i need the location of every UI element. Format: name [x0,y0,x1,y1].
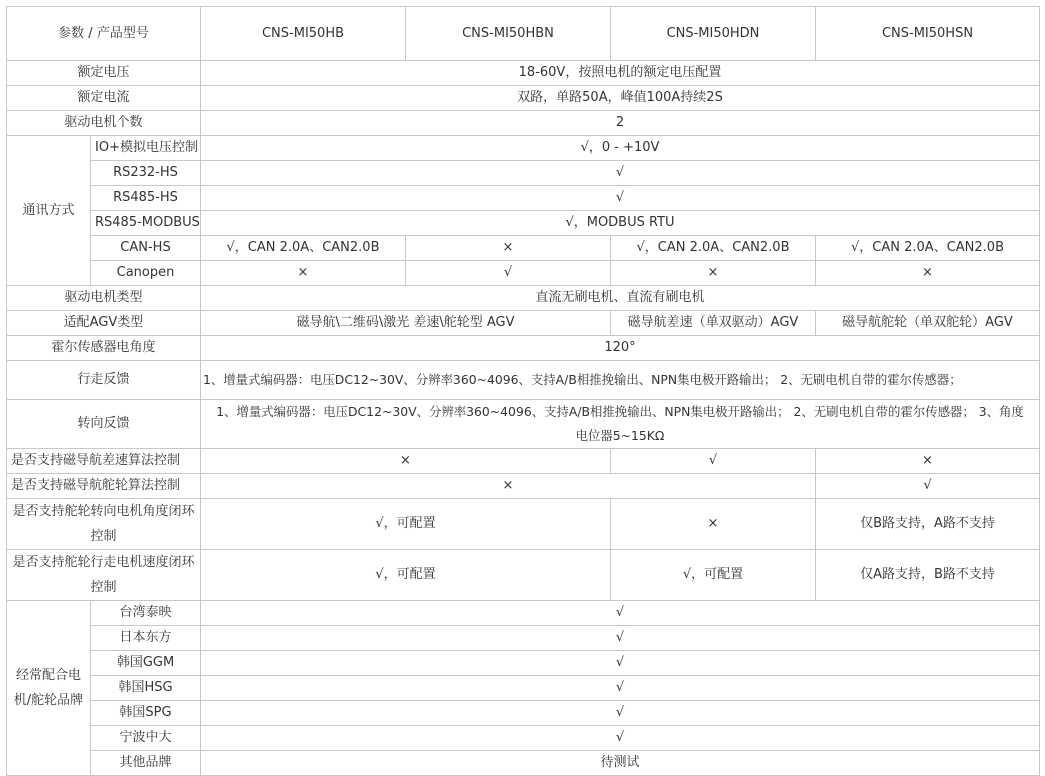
cell-value: × [816,449,1040,474]
sub-label: 宁波中大 [91,726,201,751]
row-value: 120° [201,336,1040,361]
table-row [7,286,1040,311]
row-label: 是否支持磁导航舵轮算法控制 [7,474,201,499]
table-row [7,86,1040,111]
cell-value: × [611,261,816,286]
sub-label: RS485-HS [91,186,201,211]
row-value: √ [201,186,1040,211]
cell-value: √，CAN 2.0A、CAN2.0B [816,236,1040,261]
row-value: √，MODBUS RTU [201,211,1040,236]
cell-value: × [611,499,816,550]
cell-value: × [406,236,611,261]
cell-value: × [201,474,816,499]
row-label: 是否支持舵轮转向电机角度闭环控制 [7,499,201,550]
row-value: 双路，单路50A，峰值100A持续2S [201,86,1040,111]
row-label: 行走反馈 [7,361,201,400]
table-row [7,550,1040,601]
cell-value: √ [406,261,611,286]
cell-value: √ [611,449,816,474]
sub-label: IO+模拟电压控制 [91,136,201,161]
row-value: √ [201,701,1040,726]
cell-value: × [201,261,406,286]
table-row [7,236,1040,261]
cell-value: √，CAN 2.0A、CAN2.0B [201,236,406,261]
sub-label: 台湾泰映 [91,601,201,626]
cell-value: 磁导航差速（单双驱动）AGV [611,311,816,336]
table-row [7,474,1040,499]
cell-value: √，CAN 2.0A、CAN2.0B [611,236,816,261]
group-label: 经常配合电机/舵轮品牌 [7,601,91,776]
header-model-4: CNS-MI50HSN [816,7,1040,61]
row-label: 转向反馈 [7,400,201,449]
row-label: 适配AGV类型 [7,311,201,336]
spec-table [6,6,1040,776]
row-value: 待测试 [201,751,1040,776]
sub-label: Canopen [91,261,201,286]
table-row [7,211,1040,236]
row-value: √ [201,651,1040,676]
row-value: √ [201,676,1040,701]
sub-label: 日本东方 [91,626,201,651]
cell-value: 仅B路支持，A路不支持 [816,499,1040,550]
cell-value: 磁导航舵轮（单双舵轮）AGV [816,311,1040,336]
row-value: 1、增量式编码器：电压DC12~30V、分辨率360~4096、支持A/B相推挽输出、NPN集电极开路输出； 2、无刷电机自带的霍尔传感器； [201,361,1040,400]
sub-label: RS485-MODBUS [91,211,201,236]
row-label: 是否支持舵轮行走电机速度闭环控制 [7,550,201,601]
row-value: √ [201,726,1040,751]
cell-value: × [201,449,611,474]
row-label: 霍尔传感器电角度 [7,336,201,361]
row-value: √ [201,601,1040,626]
table-row [7,499,1040,550]
header-model-3: CNS-MI50HDN [611,7,816,61]
table-row [7,311,1040,336]
table-row [7,136,1040,161]
row-value: 18-60V，按照电机的额定电压配置 [201,61,1040,86]
table-row [7,701,1040,726]
sub-label: 韩国HSG [91,676,201,701]
row-value: √，0 - +10V [201,136,1040,161]
group-label: 通讯方式 [7,136,91,286]
row-label: 额定电流 [7,86,201,111]
header-row [7,7,1040,61]
sub-label: 韩国SPG [91,701,201,726]
sub-label: RS232-HS [91,161,201,186]
header-model-1: CNS-MI50HB [201,7,406,61]
table-row [7,726,1040,751]
sub-label: 其他品牌 [91,751,201,776]
table-row [7,161,1040,186]
table-row [7,261,1040,286]
cell-value: √，可配置 [611,550,816,601]
cell-value: 仅A路支持，B路不支持 [816,550,1040,601]
row-value: √ [201,626,1040,651]
row-label: 驱动电机类型 [7,286,201,311]
table-row [7,361,1040,400]
sub-label: CAN-HS [91,236,201,261]
cell-value: × [816,261,1040,286]
cell-value: 磁导航\二维码\激光 差速\舵轮型 AGV [201,311,611,336]
table-row [7,336,1040,361]
table-row [7,111,1040,136]
row-label: 驱动电机个数 [7,111,201,136]
cell-value: √，可配置 [201,550,611,601]
row-value: 2 [201,111,1040,136]
table-row [7,651,1040,676]
table-row [7,61,1040,86]
row-value: 直流无刷电机、直流有刷电机 [201,286,1040,311]
table-row [7,676,1040,701]
table-row [7,186,1040,211]
row-label: 额定电压 [7,61,201,86]
header-param: 参数 / 产品型号 [7,7,201,61]
table-row [7,449,1040,474]
row-label: 是否支持磁导航差速算法控制 [7,449,201,474]
table-row [7,751,1040,776]
header-model-2: CNS-MI50HBN [406,7,611,61]
row-value: 1、增量式编码器：电压DC12~30V、分辨率360~4096、支持A/B相推挽输出、NPN集电极开路输出； 2、无刷电机自带的霍尔传感器； 3、角度电位器5~15KΩ [201,400,1040,449]
sub-label: 韩国GGM [91,651,201,676]
cell-value: √ [816,474,1040,499]
cell-value: √，可配置 [201,499,611,550]
table-row [7,626,1040,651]
table-row [7,400,1040,449]
row-value: √ [201,161,1040,186]
table-row [7,601,1040,626]
